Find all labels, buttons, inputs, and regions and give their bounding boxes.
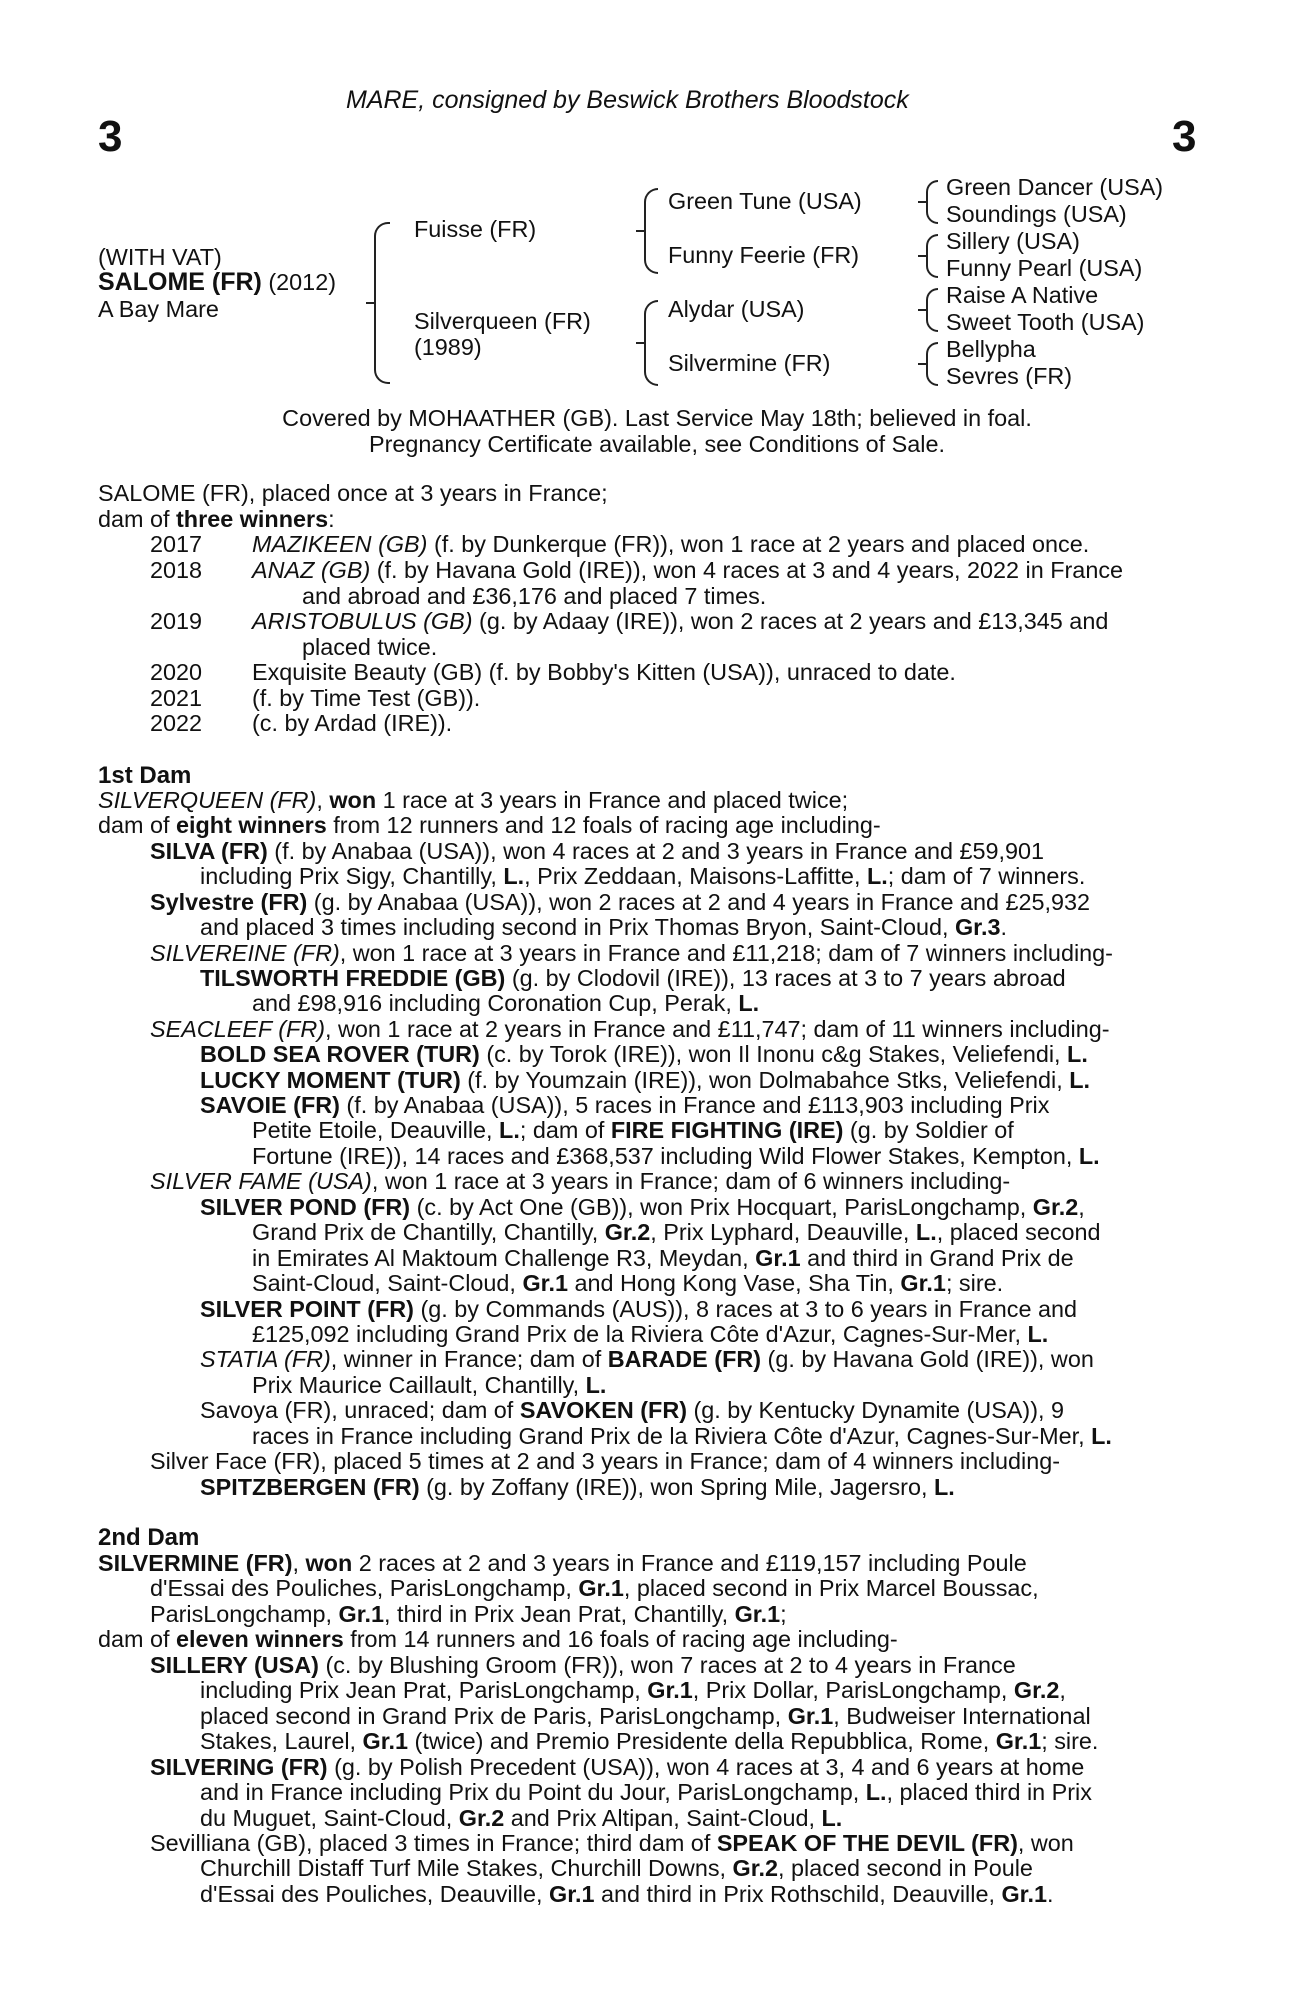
- pedigree-gen4-7: Bellypha: [946, 336, 1036, 362]
- dam1-line-3: [150, 838, 1044, 865]
- text: (g. by Clodovil (IRE)), 13 races at 3 to 7 years abroad: [505, 965, 1066, 991]
- horse-name: SILVER POND (FR): [200, 1194, 411, 1220]
- text: and £98,916 including Coronation Cup, Perak,: [252, 990, 739, 1016]
- dam2-line-1: [98, 1550, 1027, 1577]
- horse-name: Sylvestre (FR): [150, 889, 308, 915]
- text: , placed second: [936, 1219, 1101, 1245]
- pedigree-gen4-4: Funny Pearl (USA): [946, 255, 1143, 281]
- text: from 12 runners and 12 foals of racing age including-: [326, 812, 881, 838]
- dam2-line-10: [200, 1779, 1092, 1806]
- foal-year-2022: 2022: [150, 710, 203, 736]
- grade: Gr.1: [900, 1270, 946, 1296]
- brace-gen3-2: [926, 234, 938, 278]
- dam2-line-14: [200, 1881, 1053, 1908]
- dam2-line-2: [150, 1575, 1039, 1602]
- foal-text: (f. by Dunkerque (FR)), won 1 race at 2 years and placed once.: [427, 531, 1090, 557]
- dam1-line-15: [252, 1143, 1100, 1170]
- pedigree-gen3-2: Funny Feerie (FR): [668, 242, 860, 268]
- text: , winner in France; dam of: [330, 1346, 608, 1372]
- dam1-line-22: [252, 1321, 1048, 1348]
- foal-year-2020: 2020: [150, 659, 203, 685]
- grade: Gr.2: [604, 1219, 651, 1245]
- foal-year-2021: 2021: [150, 685, 203, 711]
- grade: L.: [933, 1474, 955, 1500]
- grade: L.: [1067, 1041, 1088, 1067]
- grade: L.: [1091, 1423, 1112, 1449]
- text: , Prix Lyphard, Deauville,: [650, 1219, 916, 1245]
- grade: L.: [585, 1372, 607, 1398]
- text: (c. by Blushing Groom (FR)), won 7 races at 2 to 4 years in France: [318, 1652, 1016, 1678]
- foal-name: MAZIKEEN (GB): [252, 531, 428, 557]
- lot-number-right: 3: [1172, 112, 1197, 161]
- winners-count: three winners: [176, 506, 329, 532]
- pedigree-dam: Silverqueen (FR): [414, 308, 591, 334]
- grade: Gr.2: [1032, 1194, 1079, 1220]
- text: 1 race at 3 years in France and placed twice;: [376, 787, 849, 813]
- foal-text: (f. by Havana Gold (IRE)), won 4 races at 3 and 4 years, 2022 in France: [370, 557, 1124, 583]
- text: .: [1000, 914, 1007, 940]
- salome-intro: SALOME (FR), placed once at 3 years in France;: [98, 480, 608, 506]
- pedigree-gen4-8: Sevres (FR): [946, 363, 1073, 389]
- covering-note: [0, 406, 1314, 457]
- dam1-line-7: [150, 940, 1113, 967]
- text: ; dam of 7 winners.: [887, 863, 1086, 889]
- dam1-line-13: [200, 1092, 1049, 1119]
- text: (g. by Commands (AUS)), 8 races at 3 to 6 years in France and: [413, 1296, 1077, 1322]
- horse-name: SPEAK OF THE DEVIL (FR): [716, 1830, 1018, 1856]
- grade: Gr.1: [787, 1703, 834, 1729]
- covering-line-2: Pregnancy Certificate available, see Conditions of Sale.: [369, 430, 945, 457]
- horse-name: TILSWORTH FREDDIE (GB): [200, 965, 506, 991]
- grade: L.: [738, 990, 760, 1016]
- horse-name: SILVER FAME (USA): [150, 1168, 372, 1194]
- dam2-line-4: [98, 1626, 898, 1653]
- text: , won 1 race at 3 years in France and £11,218; dam of 7 winners including-: [339, 940, 1113, 966]
- text: Petite Etoile, Deauville,: [252, 1117, 500, 1143]
- text: (f. by Anabaa (USA)), 5 races in France and £113,903 including Prix: [339, 1092, 1050, 1118]
- grade: L.: [503, 863, 525, 889]
- horse-name: SAVOKEN (FR): [519, 1397, 688, 1423]
- horse-name: STATIA (FR): [200, 1346, 331, 1372]
- text: ,: [292, 1550, 306, 1576]
- text: ; sire.: [1041, 1728, 1099, 1754]
- foal-2021: (f. by Time Test (GB)).: [252, 685, 481, 711]
- text: ; sire.: [945, 1270, 1004, 1296]
- text: and in France including Prix du Point du Jour, ParisLongchamp,: [200, 1779, 866, 1805]
- text: Prix Maurice Caillault, Chantilly,: [252, 1372, 586, 1398]
- grade: L.: [915, 1219, 937, 1245]
- text: placed second in Grand Prix de Paris, ParisLongchamp,: [200, 1703, 788, 1729]
- brace-gen3-4: [926, 342, 938, 386]
- dam1-line-9: [252, 990, 759, 1017]
- won-text: won: [305, 1550, 353, 1576]
- text: , placed second in Prix Marcel Boussac,: [623, 1575, 1039, 1601]
- horse-name: SILLERY (USA): [150, 1652, 319, 1678]
- dam2-line-6: [200, 1677, 1066, 1704]
- dam1-line-5: [150, 889, 1090, 916]
- text: Saint-Cloud, Saint-Cloud,: [252, 1270, 523, 1296]
- grade: L.: [1078, 1143, 1100, 1169]
- grade: Gr.1: [522, 1270, 568, 1296]
- catalogue-header: MARE, consigned by Beswick Brothers Bloodstock: [346, 86, 909, 114]
- dam-of-text: dam of: [98, 506, 177, 532]
- grade: Gr.1: [995, 1728, 1042, 1754]
- text: ParisLongchamp,: [150, 1601, 339, 1627]
- text: (g. by Zoffany (IRE)), won Spring Mile, Jagersro,: [419, 1474, 934, 1500]
- pedigree-gen4-2: Soundings (USA): [946, 201, 1127, 227]
- horse-name: SALOME (FR): [98, 268, 262, 296]
- winners-count: eleven winners: [176, 1626, 344, 1652]
- text: , won 1 race at 3 years in France; dam of 6 winners including-: [371, 1168, 1011, 1194]
- grade: Gr.1: [338, 1601, 385, 1627]
- brace-gen1: [374, 222, 390, 384]
- foal-2019: [252, 608, 1108, 635]
- text: .: [1046, 1881, 1054, 1907]
- text: (g. by Soldier of: [843, 1117, 1014, 1143]
- dam1-line-2: [98, 812, 881, 839]
- grade: Gr.2: [458, 1805, 505, 1831]
- text: (g. by Kentucky Dynamite (USA)), 9: [687, 1397, 1064, 1423]
- text: ,: [1059, 1677, 1066, 1703]
- pedigree-gen4-5: Raise A Native: [946, 282, 1099, 308]
- foal-year-2019: 2019: [150, 608, 203, 634]
- grade: L.: [821, 1805, 843, 1831]
- text: (twice) and Premio Presidente della Repubblica, Rome,: [408, 1728, 996, 1754]
- pedigree-gen4-1: Green Dancer (USA): [946, 174, 1164, 200]
- dam2-line-5: [150, 1652, 1016, 1679]
- horse-name-line: [98, 268, 336, 297]
- lot-number-left: 3: [98, 112, 123, 161]
- text: ,: [1078, 1194, 1085, 1220]
- grade: Gr.1: [755, 1245, 801, 1271]
- text: (c. by Torok (IRE)), won Il Inonu c&g Stakes, Veliefendi,: [479, 1041, 1068, 1067]
- dam1-line-21: [200, 1296, 1077, 1323]
- text: and third in Grand Prix de: [800, 1245, 1074, 1271]
- grade: Gr.1: [578, 1575, 624, 1601]
- covering-line-1: Covered by MOHAATHER (GB). Last Service May 18th; believed in foal.: [282, 405, 1032, 431]
- dam1-line-27: Silver Face (FR), placed 5 times at 2 and 3 years in France; dam of 4 winners including-: [150, 1448, 1061, 1474]
- grade: L.: [865, 1779, 887, 1805]
- dam1-line-18: [252, 1219, 1101, 1246]
- foal-2018: [252, 557, 1123, 584]
- grade: Gr.2: [732, 1855, 779, 1881]
- grade: Gr.2: [1013, 1677, 1060, 1703]
- pedigree-gen3-1: Green Tune (USA): [668, 188, 862, 214]
- horse-year: (2012): [268, 269, 336, 295]
- dam2-line-7: [200, 1703, 1091, 1730]
- text: (c. by Act One (GB)), won Prix Hocquart, ParisLongchamp,: [410, 1194, 1033, 1220]
- horse-name: BARADE (FR): [607, 1346, 762, 1372]
- dam1-line-11: [200, 1041, 1088, 1068]
- dam1-line-17: [200, 1194, 1085, 1221]
- text: , third in Prix Jean Prat, Chantilly,: [384, 1601, 735, 1627]
- dam1-line-14: [252, 1117, 1014, 1144]
- text: (f. by Youmzain (IRE)), won Dolmabahce Stks, Veliefendi,: [460, 1067, 1070, 1093]
- grade: Gr.1: [549, 1881, 595, 1907]
- dam1-line-28: [200, 1474, 955, 1501]
- pedigree-dam-year: (1989): [414, 334, 482, 360]
- foal-2019-cont: placed twice.: [302, 634, 438, 660]
- text: Stakes, Laurel,: [200, 1728, 363, 1754]
- horse-name: SILVERING (FR): [150, 1754, 328, 1780]
- horse-name: LUCKY MOMENT (TUR): [200, 1067, 461, 1093]
- dam2-line-13: [200, 1855, 1033, 1882]
- pedigree-gen3-4: Silvermine (FR): [668, 350, 831, 376]
- text: (f. by Anabaa (USA)), won 4 races at 2 and 3 years in France and £59,901: [267, 838, 1045, 864]
- text: including Prix Sigy, Chantilly,: [200, 863, 504, 889]
- text: (g. by Anabaa (USA)), won 2 races at 2 and 4 years in France and £25,932: [307, 889, 1091, 915]
- brace-gen2-bottom: [644, 300, 658, 386]
- dam2-line-8: [200, 1728, 1098, 1755]
- dam1-line-6: [200, 914, 1007, 941]
- text: and placed 3 times including second in Prix Thomas Bryon, Saint-Cloud,: [200, 914, 955, 940]
- text: Savoya (FR), unraced; dam of: [200, 1397, 520, 1423]
- dam-name: SILVERMINE (FR): [98, 1550, 293, 1576]
- foal-text: (g. by Adaay (IRE)), won 2 races at 2 years and £13,345 and: [472, 608, 1109, 634]
- text: d'Essai des Pouliches, Deauville,: [200, 1881, 550, 1907]
- text: and Hong Kong Vase, Sha Tin,: [567, 1270, 901, 1296]
- text: including Prix Jean Prat, ParisLongchamp,: [200, 1677, 648, 1703]
- first-dam-heading: 1st Dam: [98, 762, 192, 789]
- text: , placed third in Prix: [886, 1779, 1092, 1805]
- foal-name: ANAZ (GB): [252, 557, 371, 583]
- dam2-line-9: [150, 1754, 1084, 1781]
- text: £125,092 including Grand Prix de la Riviera Côte d'Azur, Cagnes-Sur-Mer,: [252, 1321, 1028, 1347]
- grade: Gr.1: [647, 1677, 693, 1703]
- horse-name: SILVEREINE (FR): [150, 940, 340, 966]
- text: ;: [780, 1601, 787, 1627]
- text: from 14 runners and 16 foals of racing age including-: [343, 1626, 898, 1652]
- horse-name: SEACLEEF (FR): [150, 1016, 326, 1042]
- dam2-line-11: [200, 1805, 842, 1832]
- text: , Budweiser International: [833, 1703, 1091, 1729]
- grade: L.: [866, 863, 888, 889]
- dam1-line-19: [252, 1245, 1074, 1272]
- horse-name: FIRE FIGHTING (IRE): [610, 1117, 844, 1143]
- brace-gen3-1: [926, 180, 938, 224]
- pedigree-gen3-3: Alydar (USA): [668, 296, 805, 322]
- vat-label: (WITH VAT): [98, 244, 222, 270]
- grade: Gr.1: [734, 1601, 781, 1627]
- foal-name: ARISTOBULUS (GB): [252, 608, 473, 634]
- text: , placed second in Poule: [778, 1855, 1033, 1881]
- brace-gen2-top: [644, 188, 658, 274]
- dam1-line-23: [200, 1346, 1094, 1373]
- text: , won 1 race at 2 years in France and £11,747; dam of 11 winners including-: [325, 1016, 1110, 1042]
- pedigree-sire: Fuisse (FR): [414, 216, 537, 242]
- grade: Gr.1: [1001, 1881, 1047, 1907]
- pedigree-gen4-6: Sweet Tooth (USA): [946, 309, 1145, 335]
- text: and third in Prix Rothschild, Deauville,: [594, 1881, 1002, 1907]
- text: dam of: [98, 812, 177, 838]
- text: Fortune (IRE)), 14 races and £368,537 including Wild Flower Stakes, Kempton,: [252, 1143, 1079, 1169]
- grade: L.: [1027, 1321, 1049, 1347]
- won-text: won: [329, 787, 377, 813]
- second-dam-heading: 2nd Dam: [98, 1524, 200, 1551]
- text: , Prix Dollar, ParisLongchamp,: [692, 1677, 1014, 1703]
- dam-name: SILVERQUEEN (FR): [98, 787, 317, 813]
- dam1-line-26: [252, 1423, 1112, 1450]
- text: 2 races at 2 and 3 years in France and £119,157 including Poule: [352, 1550, 1027, 1576]
- text: (g. by Havana Gold (IRE)), won: [761, 1346, 1094, 1372]
- text: dam of: [98, 1626, 177, 1652]
- grade: L.: [1069, 1067, 1090, 1093]
- horse-description: A Bay Mare: [98, 296, 219, 322]
- dam1-line-1: [98, 787, 848, 814]
- grade: Gr.1: [362, 1728, 409, 1754]
- text: (g. by Polish Precedent (USA)), won 4 races at 3, 4 and 6 years at home: [327, 1754, 1085, 1780]
- foal-year-2017: 2017: [150, 531, 203, 557]
- dam2-line-3: [150, 1601, 787, 1628]
- winners-count: eight winners: [176, 812, 327, 838]
- dam1-line-8: [200, 965, 1066, 992]
- brace-gen3-3: [926, 288, 938, 332]
- grade: Gr.3: [954, 914, 1001, 940]
- foal-2017: [252, 531, 1089, 558]
- text: d'Essai des Pouliches, ParisLongchamp,: [150, 1575, 579, 1601]
- foal-2020: Exquisite Beauty (GB) (f. by Bobby's Kitten (USA)), unraced to date.: [252, 659, 956, 685]
- dam1-line-24: [252, 1372, 606, 1399]
- dam1-line-10: [150, 1016, 1110, 1043]
- text: Churchill Distaff Turf Mile Stakes, Churchill Downs,: [200, 1855, 733, 1881]
- horse-name: SILVER POINT (FR): [200, 1296, 414, 1322]
- text: Sevilliana (GB), placed 3 times in France; third dam of: [150, 1830, 717, 1856]
- horse-name: BOLD SEA ROVER (TUR): [200, 1041, 480, 1067]
- text: ,: [316, 787, 330, 813]
- horse-name: SILVA (FR): [150, 838, 268, 864]
- text: du Muguet, Saint-Cloud,: [200, 1805, 459, 1831]
- salome-dam-of: [98, 506, 335, 533]
- text: and Prix Altipan, Saint-Cloud,: [504, 1805, 822, 1831]
- text: races in France including Grand Prix de la Riviera Côte d'Azur, Cagnes-Sur-Mer,: [252, 1423, 1092, 1449]
- text: , Prix Zeddaan, Maisons-Laffitte,: [524, 863, 867, 889]
- text: ; dam of: [519, 1117, 611, 1143]
- pedigree-gen4-3: Sillery (USA): [946, 228, 1080, 254]
- grade: L.: [499, 1117, 520, 1143]
- dam1-line-16: [150, 1168, 1010, 1195]
- dam1-line-4: [200, 863, 1085, 890]
- text: in Emirates Al Maktoum Challenge R3, Meydan,: [252, 1245, 756, 1271]
- dam1-line-20: [252, 1270, 1003, 1297]
- horse-name: SAVOIE (FR): [200, 1092, 340, 1118]
- text: , won: [1017, 1830, 1074, 1856]
- text: Grand Prix de Chantilly, Chantilly,: [252, 1219, 605, 1245]
- foal-2022: (c. by Ardad (IRE)).: [252, 710, 453, 736]
- dam1-line-25: [200, 1397, 1064, 1424]
- horse-name: SPITZBERGEN (FR): [200, 1474, 420, 1500]
- foal-2018-cont: and abroad and £36,176 and placed 7 times.: [302, 583, 767, 609]
- dam-of-colon: :: [328, 506, 335, 532]
- foal-year-2018: 2018: [150, 557, 203, 583]
- dam1-line-12: [200, 1067, 1090, 1094]
- dam2-line-12: [150, 1830, 1074, 1857]
